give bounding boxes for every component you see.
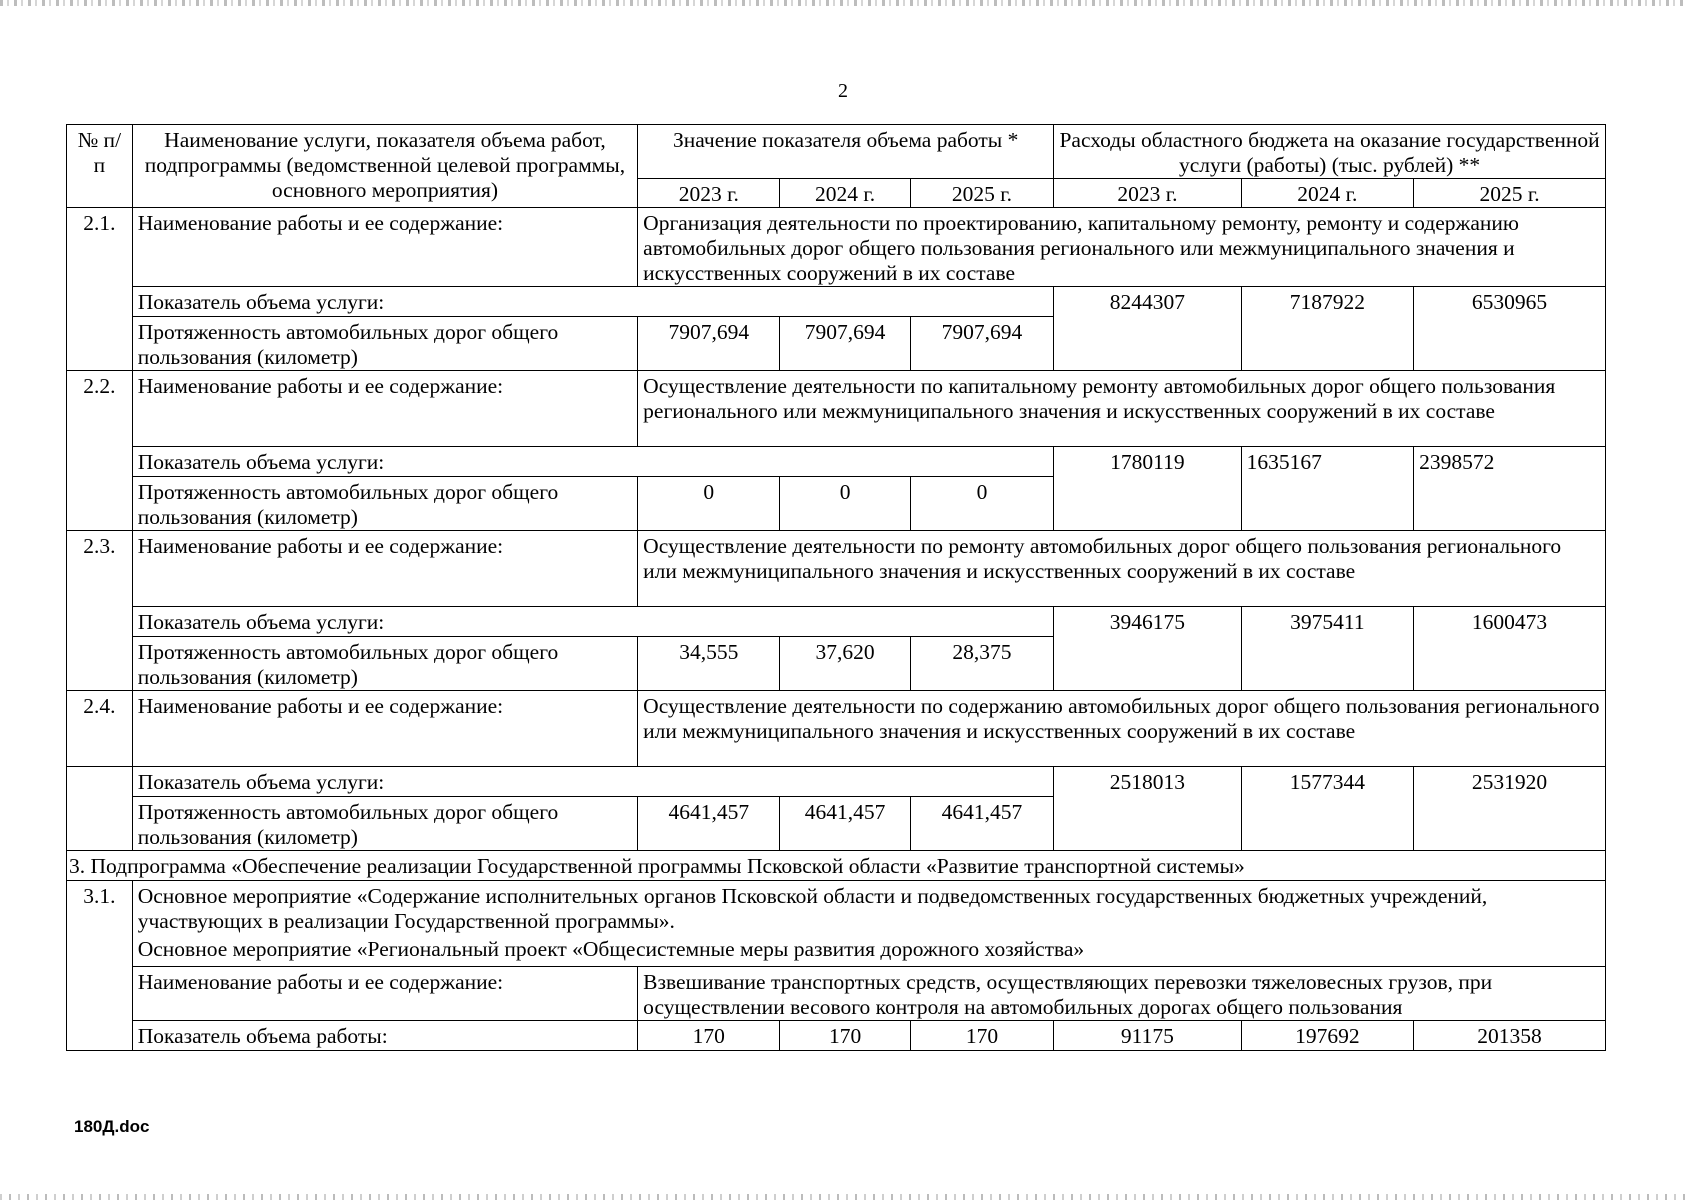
expense-value: 7187922	[1241, 287, 1413, 371]
expense-value: 1780119	[1054, 447, 1242, 531]
expense-value: 201358	[1414, 1021, 1606, 1051]
header-indicator-year: 2023 г.	[638, 179, 780, 208]
page-number: 2	[838, 80, 848, 102]
work-content: Взвешивание транспортных средств, осуществляющих перевозки тяжеловесных грузов, при осуществлении весового контроля на автомобильных дорогах общего пользования	[638, 967, 1606, 1021]
footer-filename: 180Д.doc	[74, 1117, 150, 1136]
expense-value: 2531920	[1414, 767, 1606, 851]
indicator-value: 170	[780, 1021, 910, 1051]
row-number: 3.1.	[67, 881, 133, 1051]
expense-value: 3975411	[1241, 607, 1413, 691]
header-indicator-group: Значение показателя объема работы *	[638, 125, 1054, 179]
work-row	[67, 967, 1606, 1021]
header-indicator-year: 2025 г.	[910, 179, 1053, 208]
header-expense-year: 2023 г.	[1054, 179, 1242, 208]
work-content: Осуществление деятельности по ремонту автомобильных дорог общего пользования регионального или межмуниципального значения и искусственных сооружений в их составе	[638, 531, 1606, 607]
indicator-value: 170	[910, 1021, 1053, 1051]
road-length-label: Протяженность автомобильных дорог общего пользования (километр)	[132, 317, 637, 371]
subprogram-row	[67, 851, 1606, 881]
work-row	[67, 371, 1606, 447]
work-indicator-label: Показатель объема работы:	[132, 1021, 637, 1051]
subprogram-title: 3. Подпрограмма «Обеспечение реализации Государственной программы Псковской области «Развитие транспортной системы»	[67, 851, 1606, 881]
work-name-label: Наименование работы и ее содержание:	[132, 208, 637, 287]
header-expense-year: 2024 г.	[1241, 179, 1413, 208]
service-indicator-label: Показатель объема услуги:	[132, 287, 1053, 317]
expense-value: 1635167	[1241, 447, 1413, 531]
work-name-label: Наименование работы и ее содержание:	[132, 531, 637, 607]
work-content: Осуществление деятельности по капитальному ремонту автомобильных дорог общего пользования регионального или межмуниципального значения и искусственных сооружений в их составе	[638, 371, 1606, 447]
road-length-label: Протяженность автомобильных дорог общего пользования (километр)	[132, 797, 637, 851]
indicator-value: 37,620	[780, 637, 910, 691]
expense-value: 197692	[1241, 1021, 1413, 1051]
indicator-value: 4641,457	[638, 797, 780, 851]
row-number: 2.2.	[67, 371, 133, 531]
service-indicator-label: Показатель объема услуги:	[132, 607, 1053, 637]
indicator-value: 7907,694	[910, 317, 1053, 371]
work-name-label: Наименование работы и ее содержание:	[132, 371, 637, 447]
work-row	[67, 208, 1606, 287]
scan-edge-bottom	[0, 1194, 1686, 1200]
indicator-row	[67, 607, 1606, 637]
main-event-row	[67, 881, 1606, 967]
header-name: Наименование услуги, показателя объема работ, подпрограммы (ведомственной целевой программы, основного мероприятия)	[132, 125, 637, 208]
indicator-value: 4641,457	[910, 797, 1053, 851]
work-content: Осуществление деятельности по содержанию автомобильных дорог общего пользования регионального или межмуниципального значения и искусственных сооружений в их составе	[638, 691, 1606, 767]
indicator-value: 0	[638, 477, 780, 531]
row-number: 2.3.	[67, 531, 133, 691]
header-expense-year: 2025 г.	[1414, 179, 1606, 208]
indicator-value: 7907,694	[638, 317, 780, 371]
indicator-row	[67, 287, 1606, 317]
indicator-value: 4641,457	[780, 797, 910, 851]
scan-edge-top	[0, 0, 1686, 6]
expense-value: 2398572	[1414, 447, 1606, 531]
indicator-value: 0	[910, 477, 1053, 531]
budget-table	[66, 124, 1606, 1051]
service-indicator-label: Показатель объема услуги:	[132, 767, 1053, 797]
indicator-row	[67, 767, 1606, 797]
work-name-label: Наименование работы и ее содержание:	[132, 967, 637, 1021]
expense-value: 2518013	[1054, 767, 1242, 851]
work-name-label: Наименование работы и ее содержание:	[132, 691, 637, 767]
header-indicator-year: 2024 г.	[780, 179, 910, 208]
expense-value: 3946175	[1054, 607, 1242, 691]
indicator-row	[67, 447, 1606, 477]
road-length-label: Протяженность автомобильных дорог общего пользования (километр)	[132, 637, 637, 691]
expense-value: 91175	[1054, 1021, 1242, 1051]
header-row	[67, 125, 1606, 179]
road-length-label: Протяженность автомобильных дорог общего пользования (километр)	[132, 477, 637, 531]
header-no: № п/п	[67, 125, 133, 208]
expense-value: 6530965	[1414, 287, 1606, 371]
main-event-2: Основное мероприятие «Региональный проект «Общесистемные меры развития дорожного хозяйства»	[137, 937, 1085, 961]
work-row	[67, 691, 1606, 767]
header-expense-group: Расходы областного бюджета на оказание государственной услуги (работы) (тыс. рублей) **	[1054, 125, 1606, 179]
indicator-value: 7907,694	[780, 317, 910, 371]
main-events-cell	[132, 881, 1605, 967]
row-number-empty	[67, 767, 133, 851]
work-indicator-row	[67, 1021, 1606, 1051]
expense-value: 1577344	[1241, 767, 1413, 851]
indicator-value: 0	[780, 477, 910, 531]
row-number: 2.1.	[67, 208, 133, 371]
main-event-1: Основное мероприятие «Содержание исполнительных органов Псковской области и подведомственных государственных бюджетных учреждений, участвующих в реализации Государственной программы».	[137, 884, 1488, 933]
work-content: Организация деятельности по проектированию, капитальному ремонту, ремонту и содержанию автомобильных дорог общего пользования регионального или межмуниципального значения и искусственных сооружений в их составе	[638, 208, 1606, 287]
indicator-value: 170	[638, 1021, 780, 1051]
service-indicator-label: Показатель объема услуги:	[132, 447, 1053, 477]
expense-value: 8244307	[1054, 287, 1242, 371]
indicator-value: 28,375	[910, 637, 1053, 691]
row-number: 2.4.	[67, 691, 133, 767]
work-row	[67, 531, 1606, 607]
expense-value: 1600473	[1414, 607, 1606, 691]
indicator-value: 34,555	[638, 637, 780, 691]
